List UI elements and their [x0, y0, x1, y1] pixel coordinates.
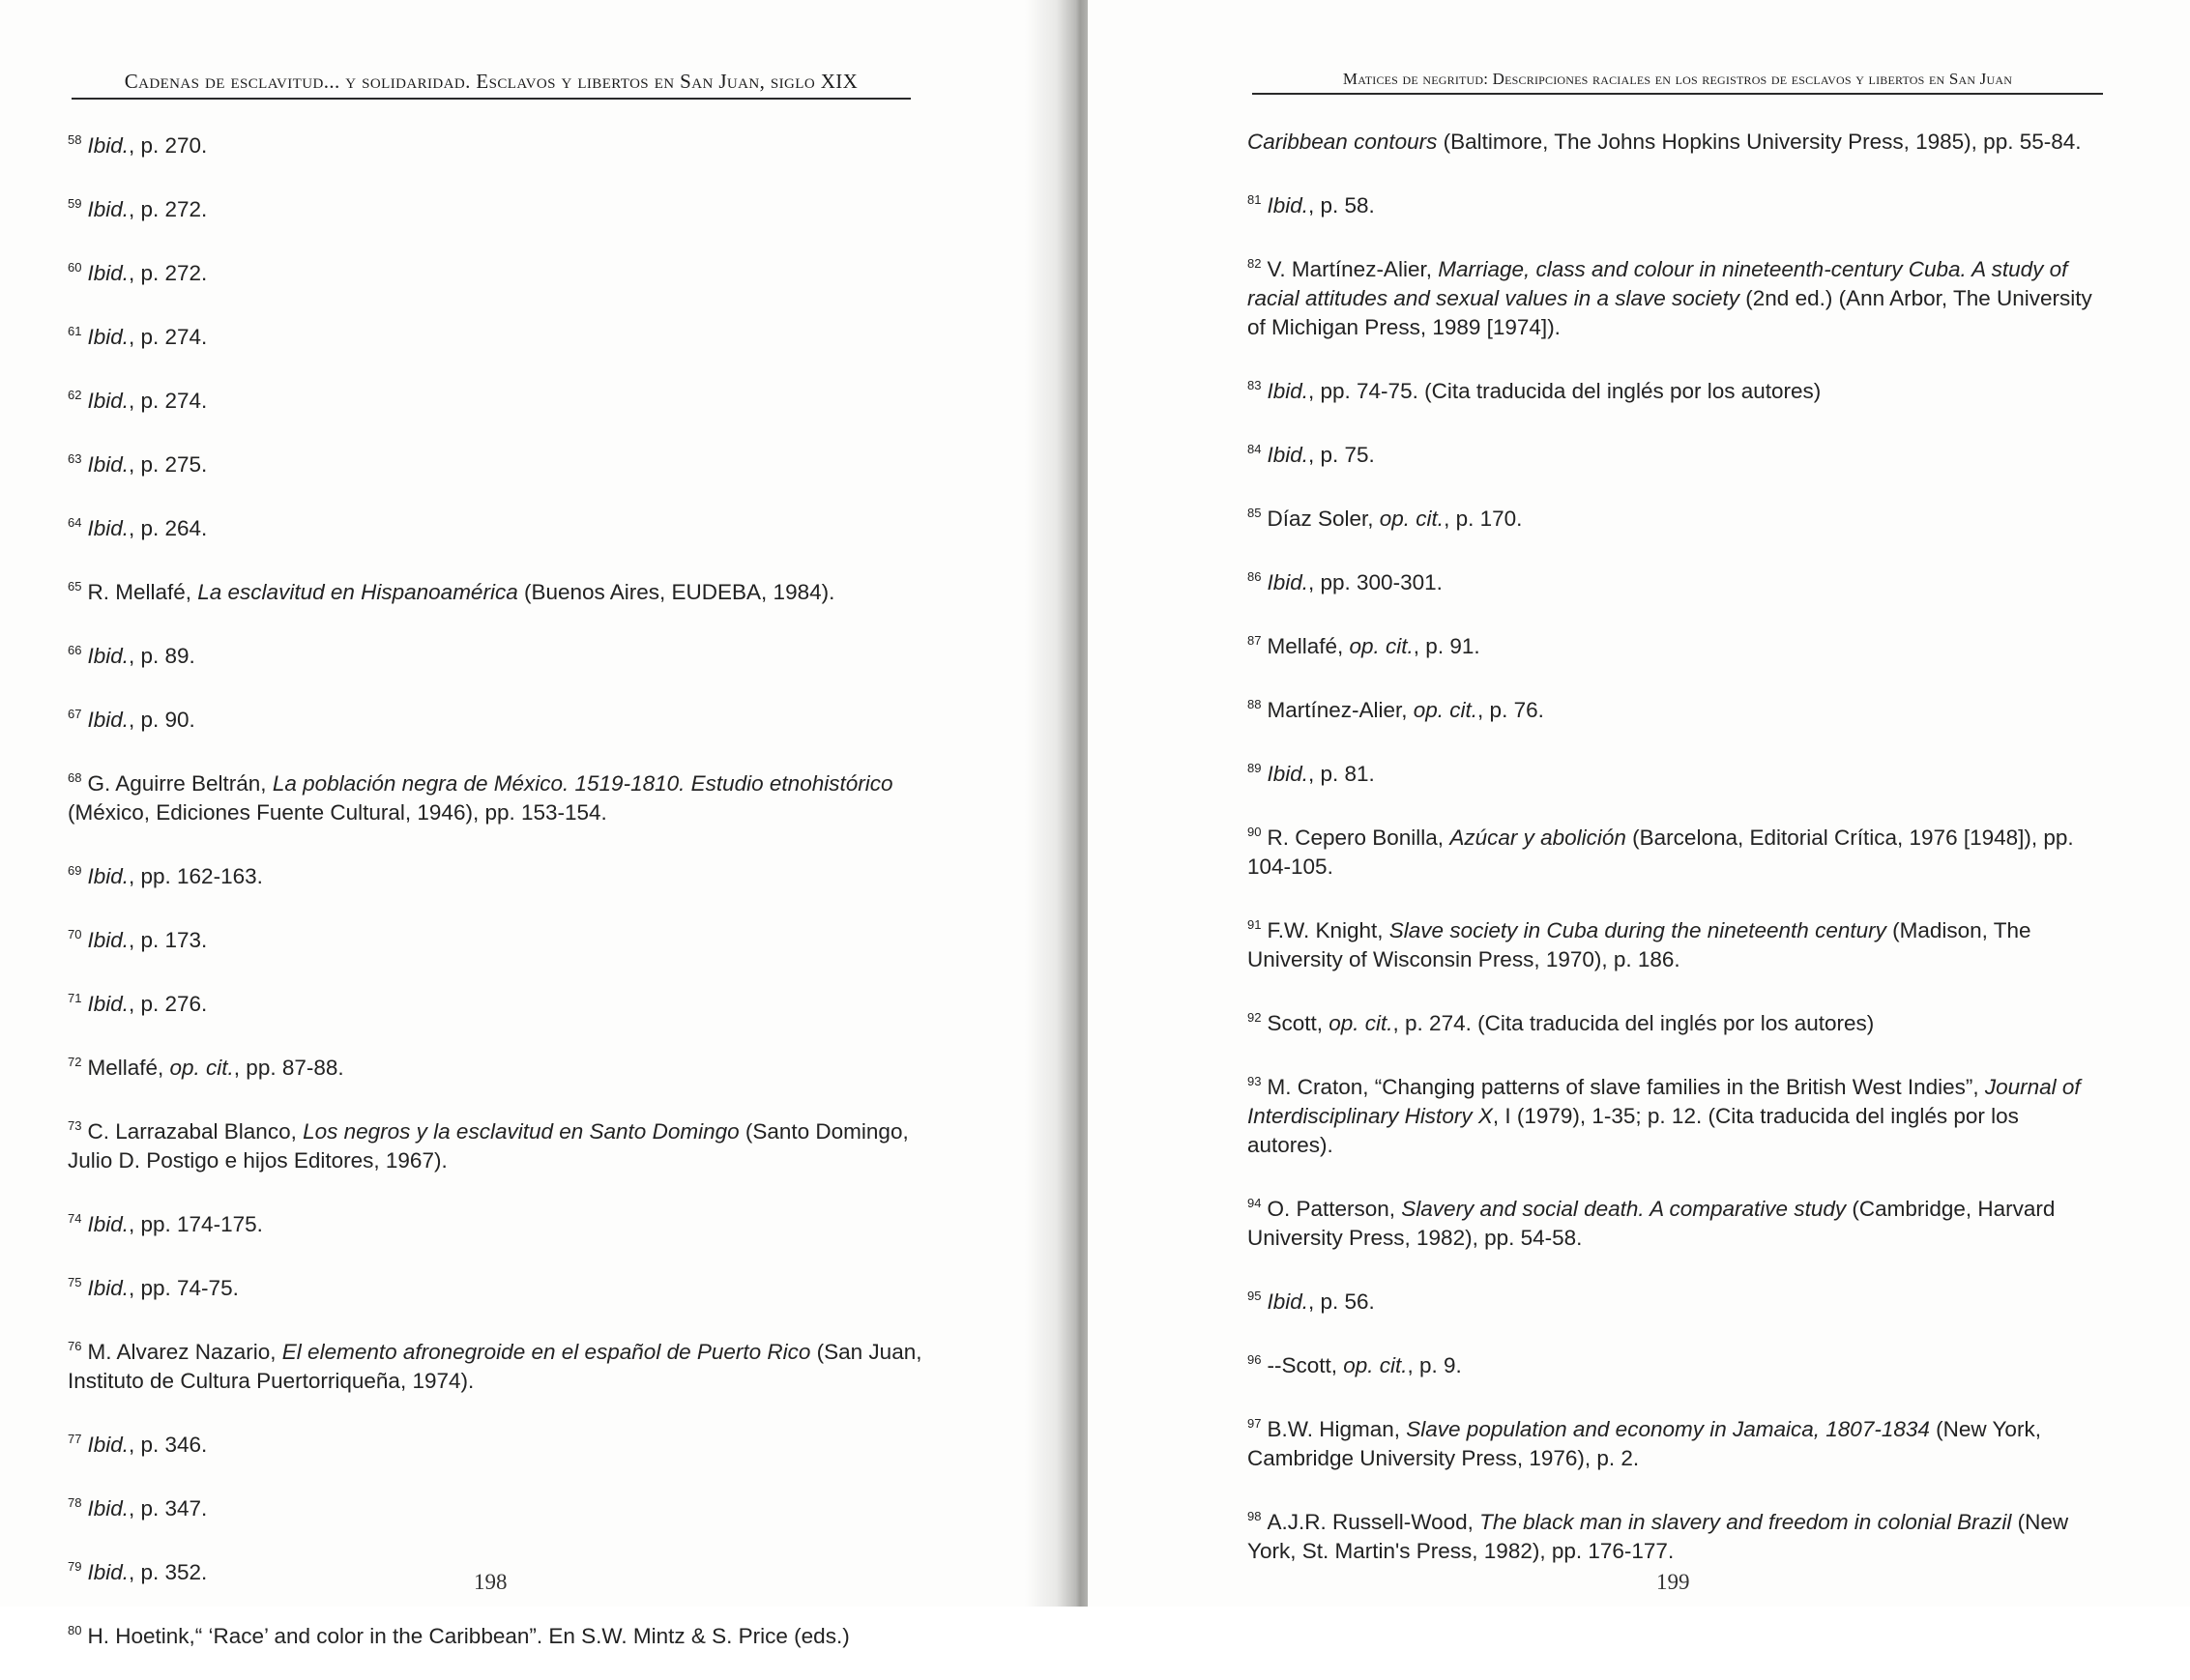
footnote-title-italic: Ibid. — [1267, 379, 1308, 403]
footnote-text: H. Hoetink,“ ‘Race’ and color in the Caribbean”. En S.W. Mintz & S. Price (eds.) — [87, 1624, 850, 1648]
footnote-text: F.W. Knight, — [1267, 918, 1389, 942]
footnote-number: 90 — [1247, 825, 1262, 839]
footnote — [68, 636, 923, 671]
footnote-number: 72 — [68, 1055, 82, 1069]
footnote-number: 82 — [1247, 256, 1262, 271]
footnote-title-italic: Ibid. — [87, 1212, 129, 1236]
footnote-title-italic: Ibid. — [87, 1496, 129, 1521]
footnote-text: Díaz Soler, — [1267, 507, 1380, 531]
left-running-header: Cadenas de esclavitud... y solidaridad. Esclavos y libertos en San Juan, siglo XIX — [72, 70, 911, 100]
footnote-title-italic: Ibid. — [87, 197, 129, 221]
footnote-text: , p. 275. — [129, 452, 208, 477]
footnote-number: 71 — [68, 991, 82, 1005]
footnote-text: , p. 91. — [1413, 634, 1480, 658]
footnote-title-italic: Slavery and social death. A comparative study — [1401, 1197, 1847, 1221]
footnote-text: , p. 274. — [129, 325, 208, 349]
footnote-text: , pp. 87-88. — [233, 1056, 344, 1080]
footnote-text: (New York, St. Martin's Press, 1982), pp. 176-177. — [1247, 1510, 2069, 1563]
footnote-title-italic: Slave population and economy in Jamaica, 1807-1834 — [1406, 1417, 1930, 1441]
footnote — [1247, 690, 2106, 725]
footnote — [68, 1268, 923, 1303]
footnote — [1247, 1282, 2106, 1317]
footnote-title-italic: Ibid. — [87, 261, 129, 285]
footnote-text: V. Martínez-Alier, — [1267, 257, 1439, 281]
footnote — [68, 317, 923, 352]
footnote — [1247, 626, 2106, 661]
footnote-text: , p. 90. — [129, 708, 195, 732]
footnote-number: 68 — [68, 770, 82, 785]
footnote-number: 84 — [1247, 442, 1262, 456]
footnote-title-italic: Marriage, class and colour in nineteenth-century Cuba. A study of racial attitudes and sexual values in a slave society — [1247, 257, 2068, 310]
footnote-text: , pp. 74-75. — [129, 1276, 239, 1300]
footnote-title-italic: Los negros y la esclavitud en Santo Domingo — [303, 1119, 740, 1144]
footnote-text: B.W. Higman, — [1267, 1417, 1407, 1441]
footnote-number: 96 — [1247, 1352, 1262, 1367]
footnote-text: , I (1979), 1-35; p. 12. (Cita traducida del inglés por los autores). — [1247, 1104, 2019, 1157]
footnote-text: (Santo Domingo, Julio D. Postigo e hijos Editores, 1967). — [68, 1119, 909, 1173]
footnote-text: , p. 56. — [1308, 1289, 1375, 1314]
footnote-text: Mellafé, — [1267, 634, 1350, 658]
footnote-text: (San Juan, Instituto de Cultura Puertorriqueña, 1974). — [68, 1340, 922, 1393]
footnote — [68, 764, 923, 827]
footnote-number: 98 — [1247, 1509, 1262, 1523]
footnote-text: , p. 75. — [1308, 443, 1375, 467]
footnote — [1247, 499, 2106, 534]
footnote-title-italic: op. cit. — [1379, 507, 1445, 531]
footnote — [68, 253, 923, 288]
footnote — [1247, 249, 2106, 342]
footnote-number: 80 — [68, 1623, 82, 1637]
footnote-number: 75 — [68, 1275, 82, 1289]
footnote-title-italic: op. cit. — [1343, 1353, 1408, 1377]
footnote-title-italic: Ibid. — [87, 516, 129, 540]
footnote-text: G. Aguirre Beltrán, — [87, 771, 273, 796]
footnote — [68, 856, 923, 891]
footnote-title-italic: Ibid. — [1267, 443, 1308, 467]
footnote-number: 76 — [68, 1339, 82, 1353]
footnote-title-italic: Ibid. — [1267, 1289, 1308, 1314]
footnote-text: --Scott, — [1267, 1353, 1344, 1377]
footnote — [1247, 911, 2106, 974]
footnote-text: (New York, Cambridge University Press, 1976), p. 2. — [1247, 1417, 2041, 1470]
footnote-number: 77 — [68, 1432, 82, 1446]
footnote — [1247, 186, 2106, 220]
footnote — [1247, 1003, 2106, 1038]
footnote-number: 83 — [1247, 378, 1262, 392]
footnote-number: 69 — [68, 863, 82, 878]
footnote — [68, 1112, 923, 1175]
footnote-text: (Barcelona, Editorial Crítica, 1976 [1948]), pp. 104-105. — [1247, 826, 2074, 879]
left-page-number: 198 — [474, 1570, 508, 1594]
footnote-text: , p. 170. — [1444, 507, 1523, 531]
footnote-title-italic: The black man in slavery and freedom in colonial Brazil — [1479, 1510, 2012, 1534]
footnote-text: , p. 9. — [1407, 1353, 1462, 1377]
footnote — [1247, 754, 2106, 789]
footnote — [68, 126, 923, 160]
footnote-text: Mellafé, — [87, 1056, 170, 1080]
footnote-number: 91 — [1247, 917, 1262, 932]
footnote — [68, 984, 923, 1019]
footnote-number: 63 — [68, 451, 82, 466]
footnote-text: , p. 274. — [129, 389, 208, 413]
footnote — [68, 508, 923, 543]
footnote-text: (México, Ediciones Fuente Cultural, 1946), pp. 153-154. — [68, 800, 607, 825]
footnote-text: (Madison, The University of Wisconsin Press, 1970), p. 186. — [1247, 918, 2031, 971]
footnote-title-italic: Ibid. — [87, 1433, 129, 1457]
footnote-text: , p. 274. (Cita traducida del inglés por los autores) — [1392, 1011, 1875, 1035]
footnote-text: , p. 81. — [1308, 762, 1375, 786]
footnote-number: 61 — [68, 324, 82, 338]
footnote — [68, 1616, 923, 1651]
footnote-number: 62 — [68, 388, 82, 402]
footnote — [1247, 1189, 2106, 1253]
footnote — [1247, 563, 2106, 597]
footnote-title-italic: op. cit. — [1349, 634, 1414, 658]
footnote-number: 58 — [68, 132, 82, 147]
footnote-text: O. Patterson, — [1267, 1197, 1402, 1221]
footnote — [68, 700, 923, 735]
footnote-number: 66 — [68, 643, 82, 657]
footnote — [68, 189, 923, 224]
footnote — [1247, 1409, 2106, 1473]
footnote-text: , p. 272. — [129, 197, 208, 221]
footnote-number: 87 — [1247, 633, 1262, 648]
footnote — [1247, 128, 2106, 157]
right-running-header: Matices de negritud: Descripciones raciales en los registros de esclavos y libertos en San Juan — [1252, 70, 2103, 95]
footnote-number: 95 — [1247, 1289, 1262, 1303]
footnote-number: 93 — [1247, 1074, 1262, 1088]
footnote — [68, 1425, 923, 1460]
footnote-number: 97 — [1247, 1416, 1262, 1431]
footnote-title-italic: La esclavitud en Hispanoamérica — [197, 580, 518, 604]
footnote — [68, 920, 923, 955]
footnote-title-italic: La población negra de México. 1519-1810. Estudio etnohistórico — [272, 771, 893, 796]
footnote — [1247, 435, 2106, 470]
footnote-text: C. Larrazabal Blanco, — [87, 1119, 304, 1144]
footnote-title-italic: Slave society in Cuba during the nineteenth century — [1388, 918, 1886, 942]
left-page — [0, 0, 1054, 1648]
footnote-number: 94 — [1247, 1196, 1262, 1210]
footnote-text: , p. 352. — [129, 1560, 208, 1584]
footnote-text: , p. 89. — [129, 644, 195, 668]
right-footnotes — [1247, 128, 2106, 1595]
right-page — [1088, 0, 2190, 1607]
footnote-text: (Baltimore, The Johns Hopkins University Press, 1985), pp. 55-84. — [1437, 130, 2082, 154]
footnote-title-italic: Ibid. — [87, 452, 129, 477]
footnote-text: R. Mellafé, — [87, 580, 198, 604]
footnote-text: , p. 347. — [129, 1496, 208, 1521]
footnote-title-italic: Journal of Interdisciplinary History X — [1247, 1075, 2081, 1128]
footnote-title-italic: Ibid. — [87, 928, 129, 952]
footnote-number: 86 — [1247, 569, 1262, 584]
footnote-title-italic: Ibid. — [87, 133, 129, 158]
footnote-text: Martínez-Alier, — [1267, 698, 1414, 722]
footnote — [1247, 1502, 2106, 1566]
footnote-text: Scott, — [1267, 1011, 1329, 1035]
footnote-number: 79 — [68, 1559, 82, 1574]
footnote-text: M. Alvarez Nazario, — [87, 1340, 282, 1364]
footnote-number: 59 — [68, 196, 82, 211]
footnote-text: M. Craton, “Changing patterns of slave families in the British West Indies”, — [1267, 1075, 1985, 1099]
footnote-title-italic: Ibid. — [1267, 762, 1308, 786]
footnote-number: 73 — [68, 1118, 82, 1133]
footnote-title-italic: Ibid. — [87, 864, 129, 888]
footnote-text: (Buenos Aires, EUDEBA, 1984). — [517, 580, 835, 604]
footnote — [1247, 1067, 2106, 1160]
footnote-text: , pp. 174-175. — [129, 1212, 263, 1236]
footnote-text: , p. 58. — [1308, 193, 1375, 217]
footnote — [68, 381, 923, 416]
footnote — [1247, 371, 2106, 406]
footnote-title-italic: Ibid. — [87, 1560, 129, 1584]
footnote-text: , p. 76. — [1477, 698, 1544, 722]
footnote-text: , p. 272. — [129, 261, 208, 285]
footnote-title-italic: El elemento afronegroide en el español de Puerto Rico — [281, 1340, 811, 1364]
footnote-title-italic: Caribbean contours — [1247, 130, 1438, 154]
footnote-text: , pp. 300-301. — [1308, 570, 1443, 594]
footnote-title-italic: op. cit. — [1413, 698, 1478, 722]
footnote — [68, 1048, 923, 1083]
footnote-text: , p. 276. — [129, 992, 208, 1016]
footnote-title-italic: Ibid. — [87, 644, 129, 668]
footnote-title-italic: Ibid. — [1267, 570, 1308, 594]
footnote-number: 89 — [1247, 761, 1262, 775]
footnote-text: (Cambridge, Harvard University Press, 1982), pp. 54-58. — [1247, 1197, 2056, 1250]
footnote — [68, 445, 923, 479]
footnote-title-italic: Ibid. — [87, 708, 129, 732]
footnote-number: 92 — [1247, 1010, 1262, 1025]
footnote-text: A.J.R. Russell-Wood, — [1267, 1510, 1480, 1534]
left-footnotes — [68, 126, 923, 1680]
footnote-title-italic: Ibid. — [87, 1276, 129, 1300]
footnote-title-italic: op. cit. — [169, 1056, 234, 1080]
footnote — [68, 1489, 923, 1523]
footnote-title-italic: Ibid. — [1267, 193, 1308, 217]
footnote-title-italic: Ibid. — [87, 992, 129, 1016]
footnote-number: 88 — [1247, 697, 1262, 711]
footnote-number: 60 — [68, 260, 82, 275]
footnote-number: 74 — [68, 1211, 82, 1226]
footnote — [1247, 1346, 2106, 1380]
footnote-number: 78 — [68, 1495, 82, 1510]
footnote — [68, 1332, 923, 1396]
footnote — [68, 1204, 923, 1239]
footnote-text: , pp. 74-75. (Cita traducida del inglés por los autores) — [1308, 379, 1822, 403]
footnote — [68, 572, 923, 607]
footnote-number: 67 — [68, 707, 82, 721]
footnote-text: , pp. 162-163. — [129, 864, 263, 888]
footnote-title-italic: Azúcar y abolición — [1449, 826, 1626, 850]
footnote-text: , p. 270. — [129, 133, 208, 158]
footnote-text: , p. 173. — [129, 928, 208, 952]
footnote-text: (2nd ed.) (Ann Arbor, The University of Michigan Press, 1989 [1974]). — [1247, 286, 2092, 339]
footnote-text: , p. 346. — [129, 1433, 208, 1457]
footnote-text: , p. 264. — [129, 516, 208, 540]
footnote-title-italic: Ibid. — [87, 325, 129, 349]
footnote-number: 65 — [68, 579, 82, 594]
footnote-title-italic: op. cit. — [1329, 1011, 1393, 1035]
footnote-number: 64 — [68, 515, 82, 530]
footnote-number: 70 — [68, 927, 82, 941]
footnote — [1247, 818, 2106, 882]
right-page-number: 199 — [1656, 1570, 1690, 1594]
footnote-title-italic: Ibid. — [87, 389, 129, 413]
footnote-text: R. Cepero Bonilla, — [1267, 826, 1450, 850]
footnote-number: 85 — [1247, 506, 1262, 520]
footnote-number: 81 — [1247, 192, 1262, 207]
